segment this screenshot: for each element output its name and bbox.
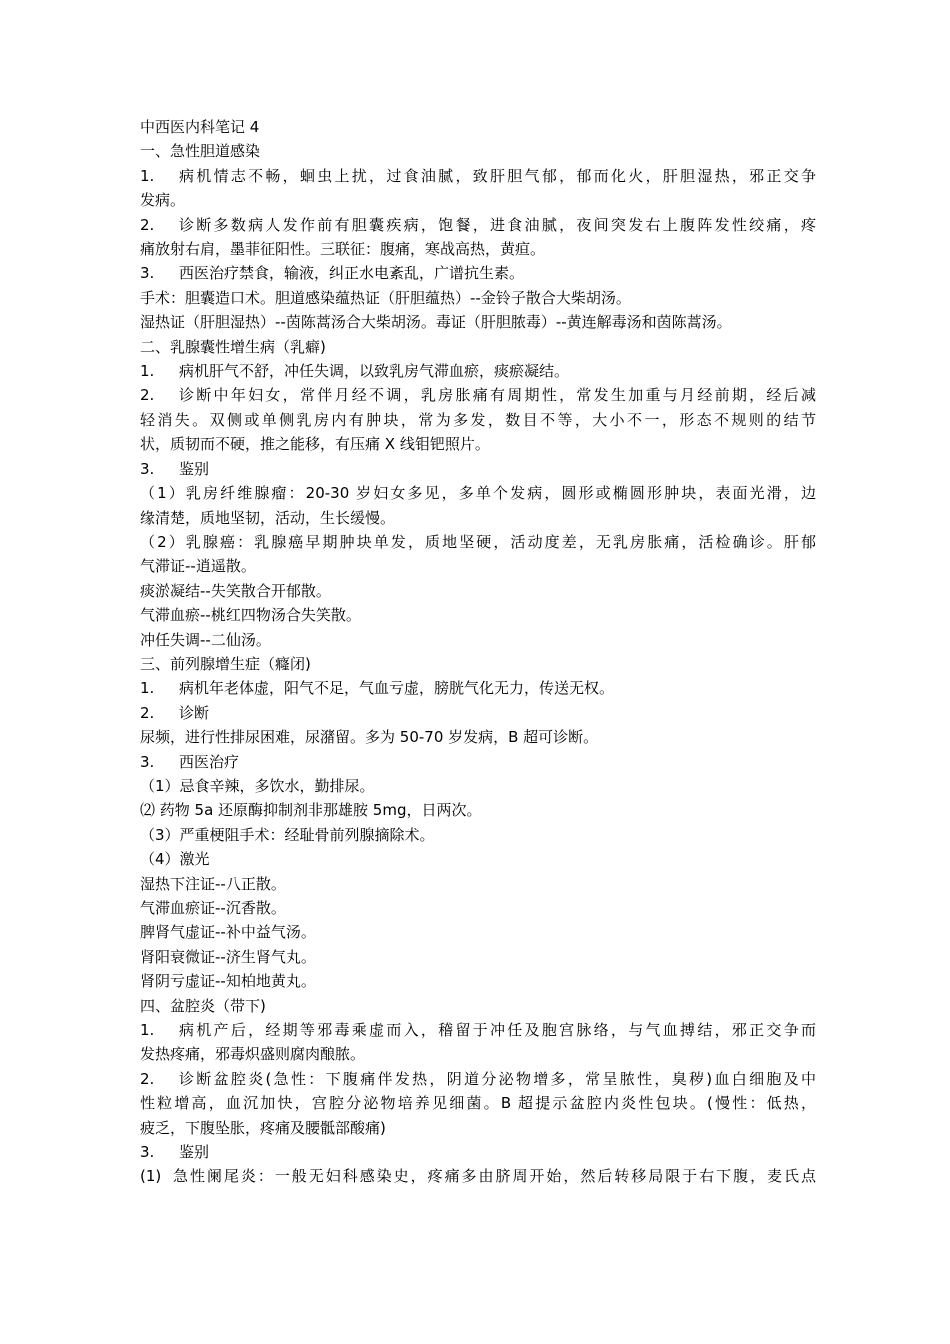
list-number: 1.: [140, 362, 155, 381]
doc-line: [140, 652, 816, 676]
doc-line: [140, 920, 816, 944]
line-text: 肾阴亏虚证--知柏地黄丸。: [140, 972, 316, 991]
line-text: 痰淤凝结--失笑散合开郁散。: [140, 581, 331, 600]
list-number: 3.: [140, 752, 155, 771]
list-number: 1.: [140, 1021, 155, 1040]
doc-body: [140, 139, 816, 1188]
line-text: 病机肝气不舒，冲任失调，以致乳房气滞血瘀，痰瘀凝结。: [179, 362, 570, 381]
doc-line: [140, 1091, 816, 1115]
line-text: 尿频，进行性排尿困难，尿潴留。多为 50-70 岁发病，B 超可诊断。: [140, 728, 599, 747]
doc-line: [140, 750, 816, 774]
line-text: 发病。: [140, 191, 186, 210]
line-text: （3）严重梗阻手术：经耻骨前列腺摘除术。: [140, 825, 435, 844]
line-text: 病机产后，经期等邪毒乘虚而入，稽留于冲任及胞宫脉络，与气血搏结，邪正交争而: [179, 1021, 816, 1040]
doc-line: [140, 628, 816, 652]
line-text: 诊断盆腔炎(急性：下腹痛伴发热，阴道分泌物增多，常呈脓性，臭秽)血白细胞及中: [179, 1069, 816, 1088]
doc-line: [140, 310, 816, 334]
doc-line: [140, 725, 816, 749]
doc-line: [140, 432, 816, 456]
list-number: (1): [140, 1167, 162, 1186]
doc-line: [140, 481, 816, 505]
document-page: [140, 115, 816, 1189]
line-text: 湿热下注证--八正散。: [140, 874, 286, 893]
line-text: （1）忌食辛辣，多饮水，勤排尿。: [140, 776, 375, 795]
line-text: 西医治疗禁食，输液，纠正水电紊乱，广谱抗生素。: [179, 264, 525, 283]
doc-line: [140, 676, 816, 700]
doc-line: [140, 774, 816, 798]
list-number: 2.: [140, 386, 155, 405]
list-number: 3.: [140, 1143, 155, 1162]
doc-line: [140, 506, 816, 530]
line-text: 急性阑尾炎：一般无妇科感染史，疼痛多由脐周开始，然后转移局限于右下腹，麦氏点: [173, 1167, 816, 1186]
line-text: 发热疼痛，邪毒炽盛则腐肉酿脓。: [140, 1045, 366, 1064]
doc-line: [140, 457, 816, 481]
line-text: 诊断多数病人发作前有胆囊疾病，饱餐，进食油腻，夜间突发右上腹阵发性绞痛，疼: [179, 215, 816, 234]
line-text: 气滞血瘀证--沉香散。: [140, 899, 286, 917]
doc-line: [140, 335, 816, 359]
doc-line: [140, 554, 816, 578]
line-text: 一、急性胆道感染: [140, 142, 261, 161]
doc-title: 中西医内科笔记 4: [140, 118, 260, 136]
line-text: 诊断: [179, 703, 210, 722]
doc-line: [140, 603, 816, 627]
line-text: 二、乳腺囊性增生病（乳癖): [140, 337, 326, 356]
list-number: 1.: [140, 166, 155, 185]
line-text: （4）激光: [140, 850, 210, 869]
doc-line: [140, 945, 816, 969]
doc-line: [140, 408, 816, 432]
doc-line: [140, 286, 816, 310]
line-text: 气滞证--逍遥散。: [140, 557, 256, 576]
doc-line: [140, 383, 816, 407]
doc-line: [140, 164, 816, 188]
line-text: 痛放射右肩，墨菲征阳性。三联征：腹痛，寒战高热，黄疸。: [140, 240, 546, 259]
doc-line: [140, 823, 816, 847]
doc-line: [140, 579, 816, 603]
doc-line: [140, 847, 816, 871]
list-number: 2.: [140, 1069, 155, 1088]
list-number: 2.: [140, 215, 155, 234]
list-number: 2.: [140, 703, 155, 722]
line-text: 冲任失调--二仙汤。: [140, 630, 271, 649]
line-text: 病机年老体虚，阳气不足，气血亏虚，膀胱气化无力，传送无权。: [179, 679, 615, 698]
line-text: 脾肾气虚证--补中益气汤。: [140, 923, 316, 942]
line-text: 气滞血瘀--桃红四物汤合失笑散。: [140, 606, 361, 625]
line-text: 状，质韧而不硬，推之能移，有压痛 X 线钼钯照片。: [140, 435, 490, 454]
doc-line: [140, 1164, 816, 1188]
doc-line: [140, 1067, 816, 1091]
doc-line: [140, 237, 816, 261]
doc-line: [140, 1018, 816, 1042]
doc-line: [140, 1140, 816, 1164]
line-text: （2）乳腺癌：乳腺癌早期肿块单发，质地坚硬，活动度差，无乳房胀痛，活检确诊。肝郁: [140, 532, 816, 551]
doc-line: [140, 359, 816, 383]
line-text: 诊断中年妇女，常伴月经不调，乳房胀痛有周期性，常发生加重与月经前期，经后减: [179, 386, 816, 405]
doc-line: [140, 701, 816, 725]
line-text: 西医治疗: [179, 752, 240, 771]
line-text: 缘清楚，质地坚韧，活动，生长缓慢。: [140, 508, 396, 527]
line-text: 手术：胆囊造口术。胆道感染蕴热证（肝胆蕴热）--金铃子散合大柴胡汤。: [140, 288, 631, 307]
doc-line: [140, 798, 816, 822]
line-text: ⑵ 药物 5a 还原酶抑制剂非那雄胺 5mg，日两次。: [140, 801, 482, 820]
line-text: 轻消失。双侧或单侧乳房内有肿块，常为多发，数目不等，大小不一，形态不规则的结节: [140, 410, 816, 429]
line-text: 性粒增高，血沉加快，宫腔分泌物培养见细菌。B 超提示盆腔内炎性包块。(慢性：低热，: [140, 1094, 816, 1113]
line-text: （1）乳房纤维腺瘤：20-30 岁妇女多见，多单个发病，圆形或椭圆形肿块，表面光滑，边: [140, 484, 816, 503]
doc-line: [140, 896, 816, 920]
doc-line: [140, 139, 816, 163]
line-text: 三、前列腺增生症（癃闭): [140, 654, 311, 673]
line-text: 鉴别: [179, 459, 210, 478]
list-number: 1.: [140, 679, 155, 698]
doc-line: [140, 1042, 816, 1066]
doc-line: [140, 872, 816, 896]
doc-line: [140, 213, 816, 237]
line-text: 肾阳衰微证--济生肾气丸。: [140, 947, 316, 966]
doc-line: [140, 261, 816, 285]
doc-line: [140, 1116, 816, 1140]
line-text: 湿热证（肝胆湿热）--茵陈蒿汤合大柴胡汤。毒证（肝胆脓毒）--黄连解毒汤和茵陈蒿汤。: [140, 313, 732, 332]
doc-line: [140, 188, 816, 212]
line-text: 鉴别: [179, 1143, 210, 1162]
list-number: 3.: [140, 264, 155, 283]
line-text: 四、盆腔炎（带下): [140, 996, 266, 1015]
doc-line: [140, 994, 816, 1018]
doc-line: [140, 530, 816, 554]
doc-line: [140, 969, 816, 993]
line-text: 疲乏，下腹坠胀，疼痛及腰骶部酸痛): [140, 1118, 386, 1137]
line-text: 病机情志不畅，蛔虫上扰，过食油腻，致肝胆气郁，郁而化火，肝胆湿热，邪正交争: [179, 166, 816, 185]
list-number: 3.: [140, 459, 155, 478]
